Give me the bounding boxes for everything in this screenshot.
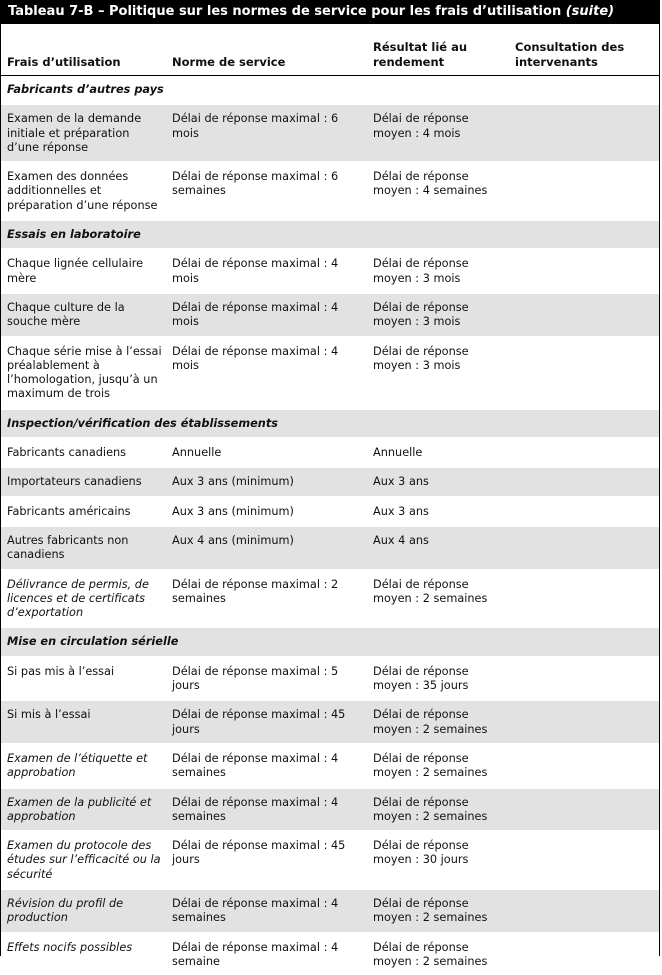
- col-header-resultat: Résultat lié au rendement: [367, 30, 509, 76]
- fee-cell: Chaque culture de la souche mère: [1, 293, 166, 337]
- consultation-cell: [509, 831, 659, 889]
- standard-cell: Délai de réponse maximal : 4 semaine: [166, 933, 367, 975]
- consultation-cell: [509, 700, 659, 744]
- table-row: [1, 744, 659, 788]
- table-row: [1, 438, 659, 467]
- table-row: [1, 570, 659, 628]
- table-row: [1, 657, 659, 701]
- fee-cell: Délivrance de permis, de licences et de certificats d’exportation: [1, 570, 166, 628]
- result-cell: Aux 3 ans: [367, 497, 509, 526]
- section-label: Essais en laboratoire: [1, 220, 659, 249]
- table-row: [1, 497, 659, 526]
- consultation-cell: [509, 438, 659, 467]
- section-header-row: [1, 220, 659, 249]
- result-cell: Délai de réponse moyen : 2 semaines: [367, 889, 509, 933]
- fee-cell: Examen des données additionnelles et préparation d’une réponse: [1, 162, 166, 220]
- result-cell: Délai de réponse moyen : 30 jours: [367, 831, 509, 889]
- consultation-cell: [509, 526, 659, 570]
- standard-cell: Délai de réponse maximal : 6 mois: [166, 104, 367, 162]
- standard-cell: Aux 3 ans (minimum): [166, 467, 367, 496]
- section-label: Inspection/vérification des établissements: [1, 409, 659, 438]
- section-header-row: [1, 627, 659, 656]
- fee-cell: Examen de la demande initiale et préparation d’une réponse: [1, 104, 166, 162]
- table-row: [1, 788, 659, 832]
- result-cell: Délai de réponse moyen : 3 mois: [367, 337, 509, 409]
- standard-cell: Délai de réponse maximal : 4 mois: [166, 249, 367, 293]
- standard-cell: Aux 3 ans (minimum): [166, 497, 367, 526]
- standard-cell: Délai de réponse maximal : 45 jours: [166, 700, 367, 744]
- consultation-cell: [509, 933, 659, 975]
- fee-cell: Fabricants canadiens: [1, 438, 166, 467]
- consultation-cell: [509, 249, 659, 293]
- header-row: [1, 30, 659, 76]
- table-title-main: Tableau 7-B – Politique sur les normes de service pour les frais d’utilisation: [8, 4, 566, 19]
- result-cell: Délai de réponse moyen : 35 jours: [367, 657, 509, 701]
- standard-cell: Délai de réponse maximal : 6 semaines: [166, 162, 367, 220]
- consultation-cell: [509, 788, 659, 832]
- standard-cell: Annuelle: [166, 438, 367, 467]
- fee-cell: Examen de l’étiquette et approbation: [1, 744, 166, 788]
- consultation-cell: [509, 467, 659, 496]
- table-row: [1, 933, 659, 975]
- table-row: [1, 104, 659, 162]
- consultation-cell: [509, 104, 659, 162]
- table-body: [1, 76, 659, 975]
- result-cell: Délai de réponse moyen : 2 semaines: [367, 700, 509, 744]
- section-header-row: [1, 76, 659, 105]
- table-row: [1, 526, 659, 570]
- consultation-cell: [509, 293, 659, 337]
- fee-cell: Autres fabricants non canadiens: [1, 526, 166, 570]
- fee-cell: Examen du protocole des études sur l’efficacité ou la sécurité: [1, 831, 166, 889]
- col-header-frais: Frais d’utilisation: [1, 30, 166, 76]
- standard-cell: Délai de réponse maximal : 4 mois: [166, 293, 367, 337]
- result-cell: Délai de réponse moyen : 4 mois: [367, 104, 509, 162]
- standard-cell: Délai de réponse maximal : 4 semaines: [166, 889, 367, 933]
- consultation-cell: [509, 497, 659, 526]
- result-cell: Aux 3 ans: [367, 467, 509, 496]
- standard-cell: Aux 4 ans (minimum): [166, 526, 367, 570]
- table-row: [1, 337, 659, 409]
- result-cell: Délai de réponse moyen : 4 semaines: [367, 162, 509, 220]
- standard-cell: Délai de réponse maximal : 4 mois: [166, 337, 367, 409]
- result-cell: Délai de réponse moyen : 3 mois: [367, 249, 509, 293]
- standard-cell: Délai de réponse maximal : 45 jours: [166, 831, 367, 889]
- section-label: Fabricants d’autres pays: [1, 76, 659, 105]
- result-cell: Délai de réponse moyen : 2 semaines: [367, 788, 509, 832]
- table-row: [1, 467, 659, 496]
- table-row: [1, 700, 659, 744]
- consultation-cell: [509, 162, 659, 220]
- standard-cell: Délai de réponse maximal : 4 semaines: [166, 744, 367, 788]
- fee-cell: Si mis à l’essai: [1, 700, 166, 744]
- consultation-cell: [509, 337, 659, 409]
- col-header-norme: Norme de service: [166, 30, 367, 76]
- result-cell: Délai de réponse moyen : 2 semaines: [367, 933, 509, 975]
- consultation-cell: [509, 657, 659, 701]
- result-cell: Délai de réponse moyen : 2 semaines: [367, 744, 509, 788]
- fee-cell: Importateurs canadiens: [1, 467, 166, 496]
- result-cell: Aux 4 ans: [367, 526, 509, 570]
- result-cell: Délai de réponse moyen : 3 mois: [367, 293, 509, 337]
- consultation-cell: [509, 570, 659, 628]
- table-title: [0, 0, 660, 24]
- fee-cell: Effets nocifs possibles: [1, 933, 166, 975]
- table-row: [1, 249, 659, 293]
- standard-cell: Délai de réponse maximal : 2 semaines: [166, 570, 367, 628]
- result-cell: Annuelle: [367, 438, 509, 467]
- table-row: [1, 831, 659, 889]
- consultation-cell: [509, 889, 659, 933]
- fee-cell: Chaque série mise à l’essai préalablement à l’homologation, jusqu’à un maximum de trois: [1, 337, 166, 409]
- fee-cell: Fabricants américains: [1, 497, 166, 526]
- fee-cell: Examen de la publicité et approbation: [1, 788, 166, 832]
- service-standards-table: [1, 30, 659, 975]
- section-header-row: [1, 409, 659, 438]
- table-title-suite: (suite): [566, 4, 614, 19]
- section-label: Mise en circulation sérielle: [1, 627, 659, 656]
- table-row: [1, 293, 659, 337]
- result-cell: Délai de réponse moyen : 2 semaines: [367, 570, 509, 628]
- standard-cell: Délai de réponse maximal : 5 jours: [166, 657, 367, 701]
- col-header-consultation: Consultation des intervenants: [509, 30, 659, 76]
- table-row: [1, 162, 659, 220]
- standard-cell: Délai de réponse maximal : 4 semaines: [166, 788, 367, 832]
- fee-cell: Chaque lignée cellulaire mère: [1, 249, 166, 293]
- fee-cell: Si pas mis à l’essai: [1, 657, 166, 701]
- fee-cell: Révision du profil de production: [1, 889, 166, 933]
- table-row: [1, 889, 659, 933]
- consultation-cell: [509, 744, 659, 788]
